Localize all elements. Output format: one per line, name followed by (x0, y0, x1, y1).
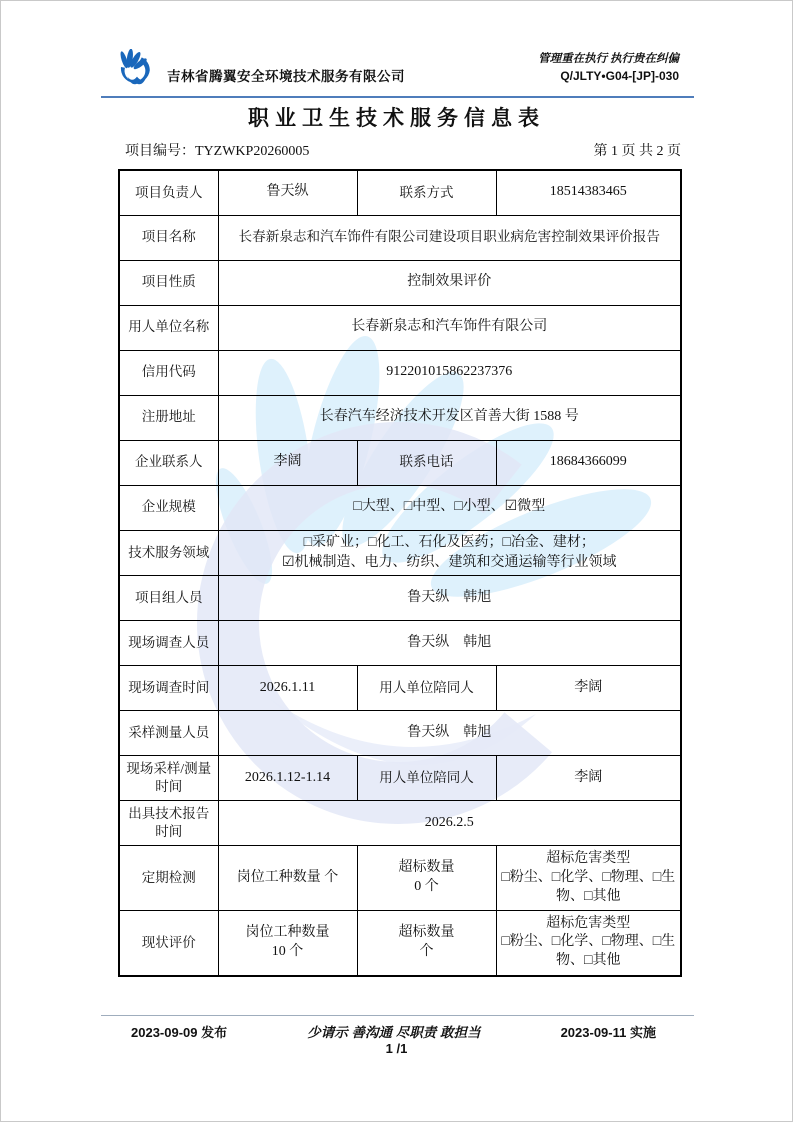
table-row (119, 440, 681, 485)
field-label: 项目负责人 (119, 170, 218, 215)
table-row (119, 395, 681, 440)
table-row (119, 305, 681, 350)
field-label: 定期检测 (119, 846, 218, 911)
hazard-type-title: 超标危害类型 (546, 915, 631, 931)
document-code: Q/JLTY•G04-[JP]-030 (560, 68, 679, 83)
footer-row (131, 1021, 656, 1041)
footer-motto: 少请示 善沟通 尽职责 敢担当 (307, 1025, 481, 1040)
post-count-cell (218, 911, 357, 976)
table-row (119, 530, 681, 576)
header-right-block (538, 51, 679, 85)
hazard-type-checkboxes: □粉尘、□化学、□物理、□生物、□其他 (501, 934, 676, 969)
field-label: 用人单位陪同人 (357, 756, 496, 801)
field-label: 企业规模 (119, 485, 218, 530)
exceed-count-cell (357, 846, 496, 911)
hazard-type-cell (496, 846, 681, 911)
field-label: 出具技术报告时间 (119, 801, 218, 846)
meta-row (125, 140, 681, 160)
hazard-type-title: 超标危害类型 (546, 850, 631, 866)
field-value: 18684366099 (496, 440, 681, 485)
field-value: 鲁天纵 (218, 170, 357, 215)
footer-page-number: 1 /1 (385, 1041, 408, 1056)
field-label: 用人单位陪同人 (357, 666, 496, 711)
field-value: 长春新泉志和汽车饰件有限公司 (218, 305, 681, 350)
field-label: 采样测量人员 (119, 711, 218, 756)
table-row (119, 666, 681, 711)
exceed-count-value: 个 (419, 943, 434, 959)
hazard-type-checkboxes: □粉尘、□化学、□物理、□生物、□其他 (501, 869, 676, 904)
field-label: 用人单位名称 (119, 305, 218, 350)
company-logo-icon (113, 49, 161, 93)
field-value: 长春汽车经济技术开发区首善大街 1588 号 (218, 395, 681, 440)
field-value: 鲁天纵 韩旭 (218, 711, 681, 756)
management-slogan: 管理重在执行 执行贵在纠偏 (538, 53, 679, 65)
field-value: 912201015862237376 (218, 350, 681, 395)
table-row (119, 911, 681, 976)
field-label: 联系方式 (357, 170, 496, 215)
table-row (119, 215, 681, 260)
field-value: 控制效果评价 (218, 260, 681, 305)
form-title: 职业卫生技术服务信息表 (248, 106, 545, 130)
field-value: 李阔 (218, 440, 357, 485)
table-row (119, 756, 681, 801)
post-count-cell: 岗位工种数量 个 (218, 846, 357, 911)
exceed-count-cell (357, 911, 496, 976)
project-number: 项目编号：TYZWKP20260005 (125, 144, 310, 159)
field-label: 现状评价 (119, 911, 218, 976)
field-label: 项目性质 (119, 260, 218, 305)
field-value: 李阔 (496, 756, 681, 801)
field-label: 现场调查时间 (119, 666, 218, 711)
enterprise-scale-checkboxes: □大型、□中型、□小型、☑微型 (218, 485, 681, 530)
publish-date: 2023-09-09 发布 (131, 1025, 228, 1040)
field-value: 长春新泉志和汽车饰件有限公司建设项目职业病危害控制效果评价报告 (218, 215, 681, 260)
field-value: 18514383465 (496, 170, 681, 215)
field-value: 李阔 (496, 666, 681, 711)
post-count-value: 10 个 (271, 943, 304, 959)
field-label: 联系电话 (357, 440, 496, 485)
table-row (119, 350, 681, 395)
field-label: 项目名称 (119, 215, 218, 260)
field-label: 企业联系人 (119, 440, 218, 485)
field-value: 2026.2.5 (218, 801, 681, 846)
exceed-count-value: 0 个 (414, 879, 439, 895)
service-domain-line1: □采矿业；□化工、石化及医药；□冶金、建材； (303, 534, 595, 550)
company-name: 吉林省腾翼安全环境技术服务有限公司 (167, 69, 405, 84)
post-count-label: 岗位工种数量 (245, 924, 330, 940)
implement-date: 2023-09-11 实施 (560, 1025, 656, 1040)
service-domain-line2: ☑机械制造、电力、纺织、建筑和交通运输等行业领域 (281, 554, 617, 570)
table-row (119, 801, 681, 846)
table-row (119, 711, 681, 756)
footer-divider (101, 1015, 694, 1016)
header-divider (101, 96, 694, 98)
service-domain-checkboxes (218, 530, 681, 576)
table-row (119, 170, 681, 215)
field-label: 注册地址 (119, 395, 218, 440)
table-row (119, 621, 681, 666)
table-row (119, 846, 681, 911)
exceed-count-label: 超标数量 (398, 860, 455, 876)
table-row (119, 485, 681, 530)
field-label: 现场采样/测量时间 (119, 756, 218, 801)
field-value: 鲁天纵 韩旭 (218, 621, 681, 666)
field-value: 2026.1.12-1.14 (218, 756, 357, 801)
page-indicator: 第 1 页 共 2 页 (593, 144, 681, 159)
field-label: 信用代码 (119, 350, 218, 395)
table-row (119, 576, 681, 621)
table-row (119, 260, 681, 305)
field-value: 2026.1.11 (218, 666, 357, 711)
field-label: 现场调查人员 (119, 621, 218, 666)
info-table (118, 169, 682, 977)
field-value: 鲁天纵 韩旭 (218, 576, 681, 621)
field-label: 技术服务领域 (119, 530, 218, 576)
hazard-type-cell (496, 911, 681, 976)
field-label: 项目组人员 (119, 576, 218, 621)
exceed-count-label: 超标数量 (398, 924, 455, 940)
